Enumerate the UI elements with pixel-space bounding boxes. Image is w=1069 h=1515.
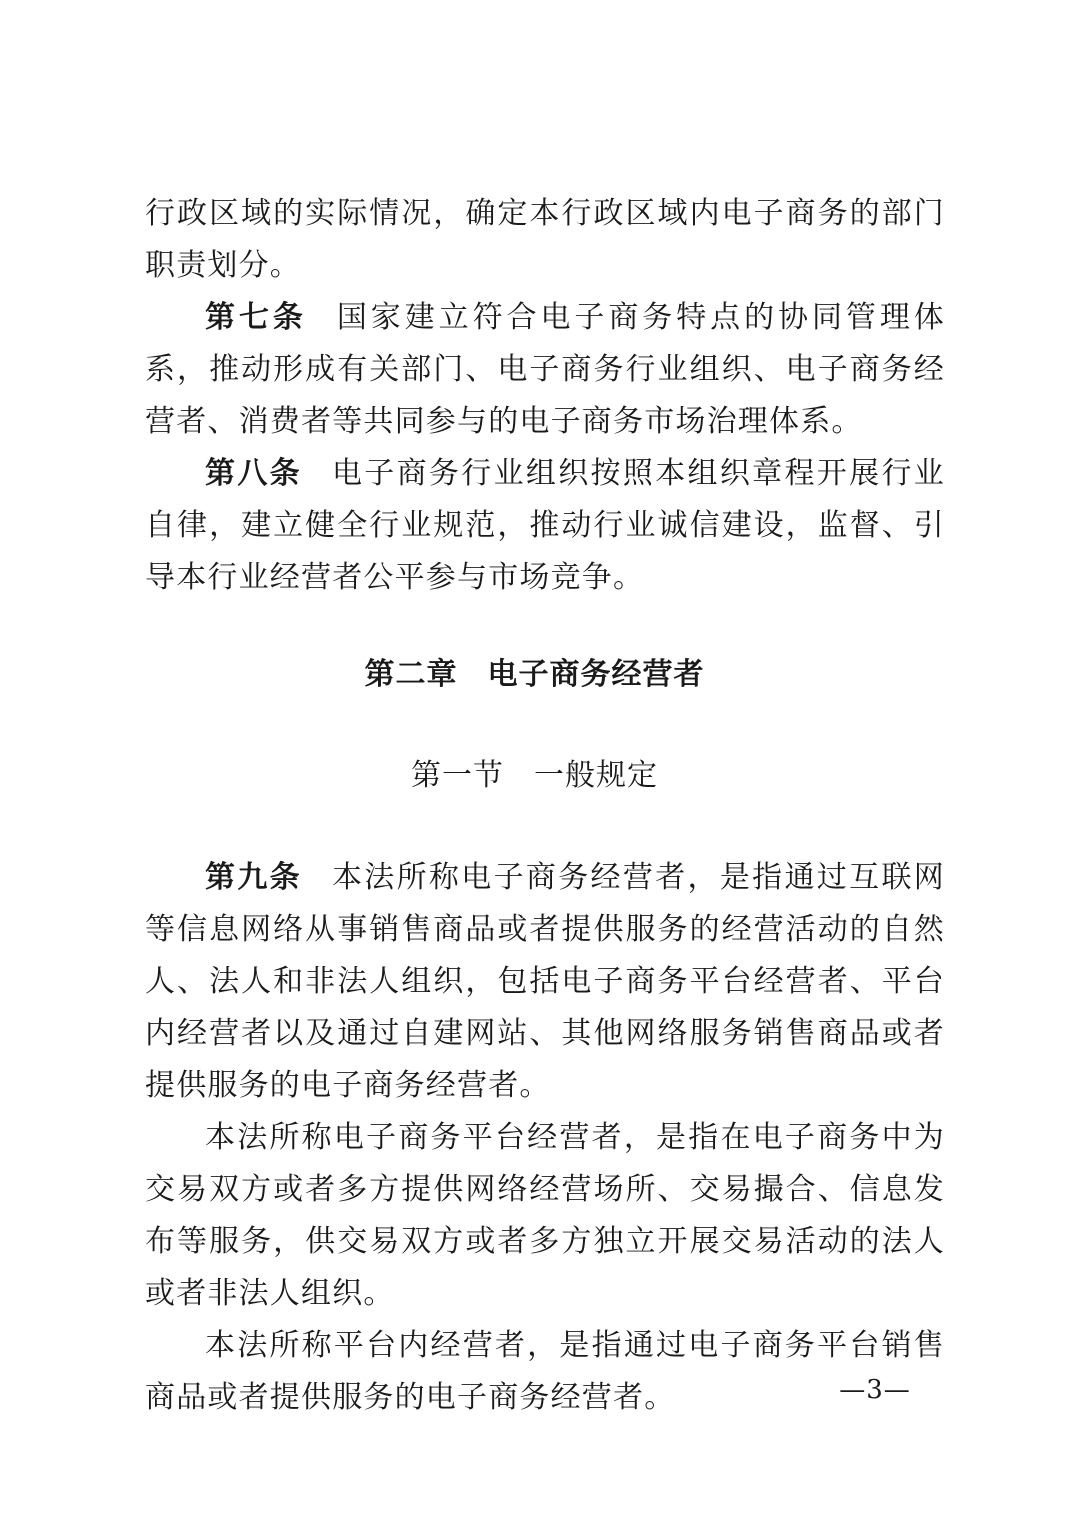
article-9-label: 第九条 bbox=[205, 860, 302, 895]
section-number: 第一节 bbox=[411, 758, 504, 793]
article-7-text: 国家建立符合电子商务特点的协同管理体系，推动形成有关部门、电子商务行业组织、电子商务经营者、消费者等共同参与的电子商务市场治理体系。 bbox=[145, 300, 945, 439]
chapter-title: 电子商务经营者 bbox=[487, 657, 705, 692]
section-title: 一般规定 bbox=[534, 758, 658, 793]
article-7-label: 第七条 bbox=[205, 300, 307, 335]
article-9-paragraph-2: 本法所称电子商务平台经营者，是指在电子商务中为交易双方或者多方提供网络经营场所、交易撮合、信息发布等服务，供交易双方或者多方独立开展交易活动的法人或者非法人组织。 bbox=[145, 1120, 945, 1311]
article-7 bbox=[145, 292, 945, 448]
lower-text-block bbox=[145, 852, 945, 1424]
chapter-heading bbox=[0, 649, 1069, 701]
continued-paragraph: 行政区域的实际情况，确定本行政区域内电子商务的部门职责划分。 bbox=[145, 196, 945, 283]
article-9-paragraph-3: 本法所称平台内经营者，是指通过电子商务平台销售商品或者提供服务的电子商务经营者。 bbox=[145, 1328, 945, 1415]
chapter-number: 第二章 bbox=[364, 657, 458, 692]
article-9 bbox=[145, 852, 945, 1112]
article-8 bbox=[145, 448, 945, 604]
upper-text-block bbox=[145, 188, 945, 604]
article-8-label: 第八条 bbox=[205, 456, 302, 491]
article-9-text: 本法所称电子商务经营者，是指通过互联网等信息网络从事销售商品或者提供服务的经营活动的自然人、法人和非法人组织，包括电子商务平台经营者、平台内经营者以及通过自建网站、其他网络服务销售商品或者提供服务的电子商务经营者。 bbox=[145, 860, 945, 1103]
section-heading bbox=[0, 750, 1069, 802]
article-8-text: 电子商务行业组织按照本组织章程开展行业自律，建立健全行业规范，推动行业诚信建设，监督、引导本行业经营者公平参与市场竞争。 bbox=[145, 456, 945, 595]
page-number: —3— bbox=[839, 1375, 911, 1405]
